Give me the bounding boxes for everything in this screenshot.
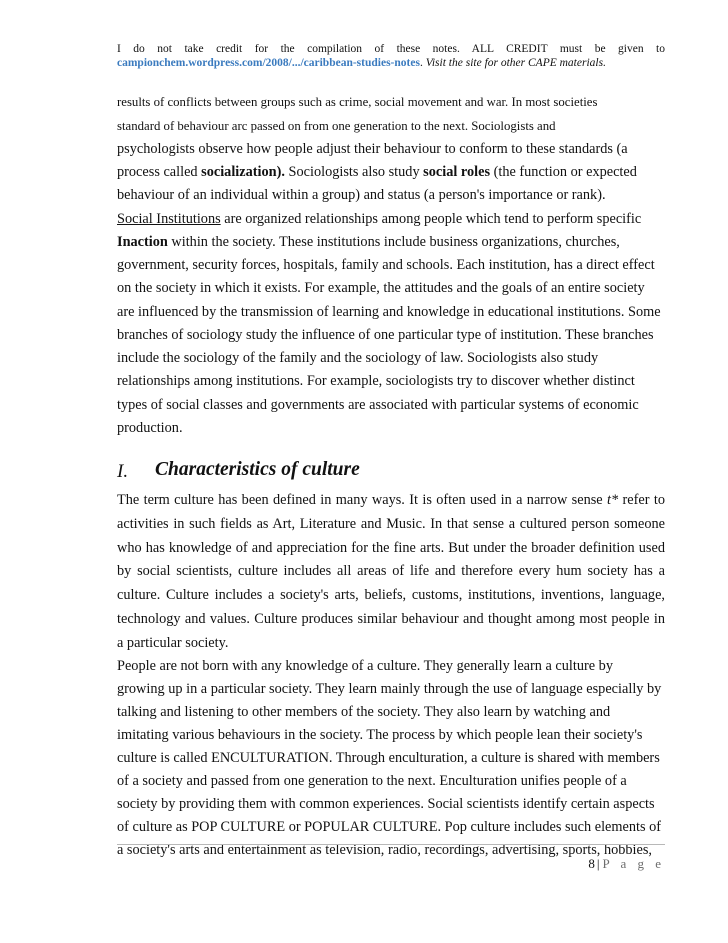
footer-divider [117,844,665,845]
text-line: types of social classes and governments are associated with particular systems of economic [117,397,639,413]
source-link[interactable]: campionchem.wordpress.com/2008/.../caribbean-studies-notes [117,57,420,69]
term-social-institutions: Social Institutions [117,211,221,227]
text-span-italic: t* [607,492,619,508]
text-line: psychologists observe how people adjust their behaviour to conform to these standards (a [117,141,628,157]
text-line: activities in such fields as Art, Literature and Music. In that sense a cultured person someone [117,516,665,532]
source-link-dot: . [419,57,423,69]
text-line [117,233,665,251]
text-span: (the function or expected [490,164,637,180]
text-line: production. [117,420,183,436]
text-span: within the society. These institutions include business organizations, churches, [167,234,620,250]
text-line: include the sociology of the family and the sociology of law. Sociologists also study [117,350,599,366]
text-line: society by providing them with common experiences. Social scientists identify certain aspects [117,796,655,812]
visit-note: Visit the site for other CAPE materials. [425,57,606,69]
text-line: People are not born with any knowledge of a culture. They generally learn a culture by [117,658,613,674]
section-number: I. [117,461,129,482]
text-line [117,163,665,181]
text-span: process called [117,164,202,180]
text-span: Sociologists also study [284,164,424,180]
text-line: standard of behaviour arc passed on from one generation to the next. Sociologists and [117,119,556,133]
text-line: a society's arts and entertainment as television, radio, recordings, advertising, sports, hobbies, [117,842,653,858]
text-line: relationships among institutions. For example, sociologists try to discover whether distinct [117,373,635,389]
text-line: of a society and passed from one generation to the next. Enculturation unifies people of a [117,773,627,789]
text-line: a particular society. [117,635,229,651]
text-line: talking and listening to other members of the society. They also learn by watching and [117,704,611,720]
text-line: technology and values. Culture produces similar behaviour and thought among most people in [117,611,665,627]
text-line: culture is called ENCULTURATION. Through enculturation, a culture is shared with members [117,750,660,766]
page-separator: | [596,856,600,871]
term-inaction: Inaction [117,234,168,250]
section-heading [117,461,665,487]
text-line: behaviour of an individual within a group) and status (a person's importance or rank). [117,187,606,203]
text-line: by social scientists, culture includes all areas of life and therefore every hum society has a [117,563,665,579]
text-span: The term culture has been defined in many ways. It is often used in a narrow sense [117,492,608,508]
text-span: refer to [618,492,665,508]
source-line [117,56,606,70]
term-social-roles: social roles [423,164,491,180]
section-title: Characteristics of culture [155,459,360,480]
text-line: of culture as POP CULTURE or POPULAR CULTURE. Pop culture includes such elements of [117,819,662,835]
text-line: who has knowledge of and appreciation for the fine arts. But under the broader definition used [117,540,665,556]
text-span: are organized relationships among people which tend to perform specific [220,211,642,227]
text-line: are influenced by the transmission of learning and knowledge in educational institutions. Some [117,304,661,320]
text-line [117,210,665,228]
text-line: results of conflicts between groups such as crime, social movement and war. In most societies [117,95,598,109]
text-line: government, security forces, hospitals, family and schools. Each institution, has a direct effect [117,257,655,273]
text-line: culture. Culture includes a society's arts, beliefs, customs, institutions, inventions, language, [117,587,665,603]
text-line: imitating various behaviours in the society. The process by which people lean their society's [117,727,643,743]
text-line: on the society in which it exists. For example, the attitudes and the goals of an entire society [117,280,645,296]
text-line: growing up in a particular society. They learn mainly through the use of language especially by [117,681,662,697]
page-number: 8 [588,856,595,871]
text-line [117,491,665,509]
credit-notice: I do not take credit for the compilation of these notes. ALL CREDIT must be given to [117,43,665,55]
page-label: P a g e [602,856,665,871]
text-line: branches of sociology study the influence of one particular type of institution. These branches [117,327,654,343]
page-footer [588,856,665,872]
term-socialization: socialization). [201,164,285,180]
